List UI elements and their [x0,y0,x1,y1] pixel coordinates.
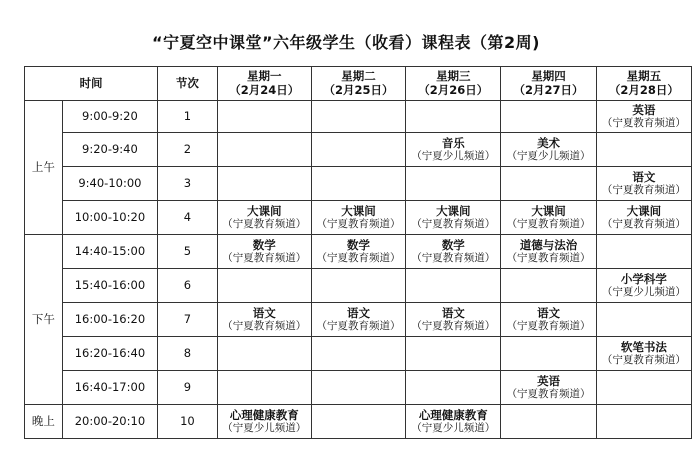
class-cell [596,337,691,371]
period-number: 7 [158,303,218,337]
table-row [25,269,692,303]
header-time: 时间 [25,67,158,101]
subject-name: 道德与法治 [519,237,578,252]
class-cell [311,371,405,405]
channel-name: （宁夏少儿频道） [506,150,591,163]
class-cell [217,133,311,167]
class-cell [406,405,501,439]
class-cell [596,269,691,303]
subject-name: 大课间 [531,203,566,218]
channel-name: （宁夏教育频道） [601,117,686,130]
header-row [25,67,692,101]
class-cell [406,235,501,269]
schedule-table [24,66,692,439]
subject-name: 小学科学 [620,271,667,286]
class-cell [217,371,311,405]
subject-name: 大课间 [247,203,282,218]
subject-name: 语文 [347,305,371,320]
subject-name: 数学 [441,237,465,252]
channel-name: （宁夏少儿频道） [411,422,496,435]
table-row [25,405,692,439]
class-cell [596,133,691,167]
channel-name: （宁夏教育频道） [316,218,401,231]
channel-name: （宁夏教育频道） [411,320,496,333]
subject-name: 软笔书法 [620,339,667,354]
header-day-2: 星期二 （2月25日） [311,67,405,101]
class-cell [217,405,311,439]
class-cell [311,405,405,439]
table-row [25,337,692,371]
page-title: “宁夏空中课堂”六年级学生（收看）课程表（第2周) [152,33,540,52]
class-cell [311,337,405,371]
channel-name: （宁夏教育频道） [601,184,686,197]
period-number: 5 [158,235,218,269]
channel-name: （宁夏教育频道） [506,218,591,231]
class-cell [501,235,596,269]
channel-name: （宁夏少儿频道） [411,150,496,163]
subject-name: 数学 [347,237,371,252]
time-slot: 16:00-16:20 [62,303,157,337]
channel-name: （宁夏教育频道） [601,218,686,231]
header-day-1: 星期一 （2月24日） [217,67,311,101]
header-day-4: 星期四 （2月27日） [501,67,596,101]
period-number: 3 [158,167,218,201]
table-row [25,101,692,133]
subject-name: 心理健康教育 [229,407,299,422]
class-cell [501,133,596,167]
class-cell [311,269,405,303]
channel-name: （宁夏教育频道） [506,252,591,265]
table-row [25,167,692,201]
class-cell [501,371,596,405]
period-label: 下午 [25,235,63,405]
time-slot: 15:40-16:00 [62,269,157,303]
class-cell [311,235,405,269]
class-cell [596,371,691,405]
subject-name: 音乐 [441,135,465,150]
channel-name: （宁夏教育频道） [411,218,496,231]
period-number: 10 [158,405,218,439]
class-cell [217,101,311,133]
class-cell [501,303,596,337]
time-slot: 9:40-10:00 [62,167,157,201]
period-number: 4 [158,201,218,235]
period-number: 9 [158,371,218,405]
class-cell [596,201,691,235]
subject-name: 英语 [632,102,656,117]
period-number: 6 [158,269,218,303]
class-cell [217,167,311,201]
class-cell [406,201,501,235]
table-row [25,201,692,235]
header-day-5: 星期五 （2月28日） [596,67,691,101]
channel-name: （宁夏教育频道） [222,252,307,265]
class-cell [311,101,405,133]
class-cell [311,303,405,337]
channel-name: （宁夏教育频道） [222,218,307,231]
class-cell [217,303,311,337]
class-cell [596,235,691,269]
subject-name: 数学 [252,237,276,252]
table-row [25,235,692,269]
class-cell [596,405,691,439]
subject-name: 语文 [537,305,561,320]
channel-name: （宁夏教育频道） [316,252,401,265]
class-cell [406,167,501,201]
class-cell [596,101,691,133]
time-slot: 10:00-10:20 [62,201,157,235]
class-cell [311,201,405,235]
subject-name: 大课间 [626,203,662,218]
class-cell [596,167,691,201]
channel-name: （宁夏教育频道） [316,320,401,333]
class-cell [406,303,501,337]
period-number: 1 [158,101,218,133]
channel-name: （宁夏少儿频道） [222,422,307,435]
class-cell [406,371,501,405]
time-slot: 14:40-15:00 [62,235,157,269]
class-cell [217,337,311,371]
subject-name: 语文 [252,305,276,320]
subject-name: 美术 [537,135,561,150]
time-slot: 20:00-20:10 [62,405,157,439]
class-cell [406,133,501,167]
table-row [25,133,692,167]
channel-name: （宁夏教育频道） [506,388,591,401]
time-slot: 9:00-9:20 [62,101,157,133]
table-row [25,303,692,337]
subject-name: 语文 [441,305,465,320]
class-cell [217,201,311,235]
time-slot: 16:20-16:40 [62,337,157,371]
channel-name: （宁夏教育频道） [222,320,307,333]
subject-name: 心理健康教育 [418,407,488,422]
class-cell [217,269,311,303]
period-label: 上午 [25,101,63,235]
header-period: 节次 [158,67,218,101]
class-cell [217,235,311,269]
class-cell [501,269,596,303]
class-cell [406,101,501,133]
period-number: 2 [158,133,218,167]
subject-name: 大课间 [436,203,471,218]
class-cell [406,337,501,371]
class-cell [311,133,405,167]
time-slot: 9:20-9:40 [62,133,157,167]
period-label: 晚上 [25,405,63,439]
class-cell [501,167,596,201]
class-cell [501,337,596,371]
subject-name: 英语 [537,373,561,388]
subject-name: 大课间 [341,203,376,218]
table-row [25,371,692,405]
header-day-3: 星期三 （2月26日） [406,67,501,101]
subject-name: 语文 [632,169,656,184]
class-cell [311,167,405,201]
time-slot: 16:40-17:00 [62,371,157,405]
channel-name: （宁夏教育频道） [506,320,591,333]
period-number: 8 [158,337,218,371]
channel-name: （宁夏教育频道） [601,354,686,367]
channel-name: （宁夏少儿频道） [601,286,686,299]
channel-name: （宁夏教育频道） [411,252,496,265]
class-cell [501,405,596,439]
class-cell [406,269,501,303]
class-cell [596,303,691,337]
class-cell [501,201,596,235]
class-cell [501,101,596,133]
